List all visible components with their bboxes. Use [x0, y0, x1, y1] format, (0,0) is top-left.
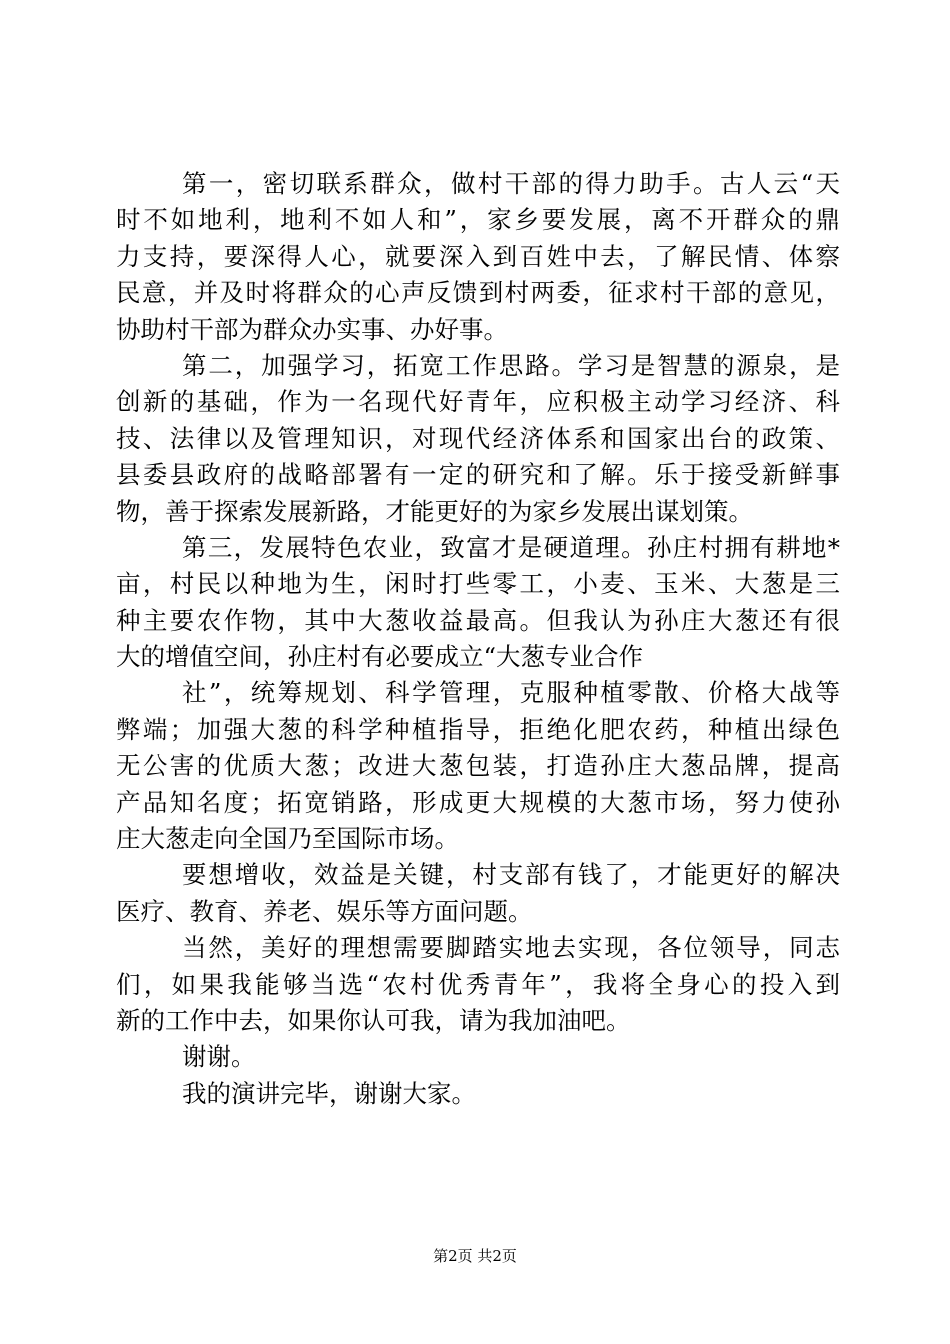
- text-line: 种主要农作物，其中大葱收益最高。但我认为孙庄大葱还有很: [116, 605, 840, 635]
- text-line: 大的增值空间，孙庄村有必要成立“大葱专业合作: [116, 642, 644, 672]
- text-line: 谢谢。: [182, 1042, 256, 1072]
- text-line: 我的演讲完毕，谢谢大家。: [182, 1078, 476, 1108]
- text-line: 物，善于探索发展新路，才能更好的为家乡发展出谋划策。: [116, 496, 753, 526]
- text-line: 第一，密切联系群众，做村干部的得力助手。古人云“天: [182, 169, 840, 198]
- text-line: 创新的基础，作为一名现代好青年，应积极主动学习经济、科: [116, 387, 840, 417]
- text-line: 庄大葱走向全国乃至国际市场。: [116, 824, 459, 854]
- text-line: 第二，加强学习，拓宽工作思路。学习是智慧的源泉，是: [182, 350, 840, 380]
- text-line: 时不如地利，地利不如人和”，家乡要发展，离不开群众的鼎: [116, 205, 840, 235]
- text-line: 无公害的优质大葱；改进大葱包装，打造孙庄大葱品牌，提高: [116, 751, 840, 781]
- text-line: 们，如果我能够当选“农村优秀青年”，我将全身心的投入到: [116, 969, 840, 999]
- speech-body: [116, 166, 840, 1112]
- text-line: 新的工作中去，如果你认可我，请为我加油吧。: [116, 1005, 631, 1035]
- text-line: 协助村干部为群众办实事、办好事。: [116, 314, 508, 344]
- text-line: 第三，发展特色农业，致富才是硬道理。孙庄村拥有耕地*: [182, 532, 840, 562]
- text-line: 产品知名度；拓宽销路，形成更大规模的大葱市场，努力使孙: [116, 787, 840, 817]
- text-line: 医疗、教育、养老、娱乐等方面问题。: [116, 896, 533, 926]
- text-line: 亩，村民以种地为生，闲时打些零工，小麦、玉米、大葱是三: [116, 569, 840, 599]
- text-line: 社”，统筹规划、科学管理，克服种植零散、价格大战等: [182, 678, 840, 708]
- text-line: 民意，并及时将群众的心声反馈到村两委，征求村干部的意见，: [116, 278, 840, 308]
- text-line: 弊端；加强大葱的科学种植指导，拒绝化肥农药，种植出绿色: [116, 714, 840, 744]
- text-line: 县委县政府的战略部署有一定的研究和了解。乐于接受新鲜事: [116, 460, 840, 490]
- text-line: 要想增收，效益是关键，村支部有钱了，才能更好的解决: [182, 860, 840, 890]
- page-footer: 第2页 共2页: [433, 1247, 517, 1265]
- text-line: 技、法律以及管理知识，对现代经济体系和国家出台的政策、: [116, 423, 840, 453]
- text-line: 力支持，要深得人心，就要深入到百姓中去，了解民情、体察: [116, 241, 840, 271]
- text-line: 当然，美好的理想需要脚踏实地去实现，各位领导，同志: [182, 933, 840, 963]
